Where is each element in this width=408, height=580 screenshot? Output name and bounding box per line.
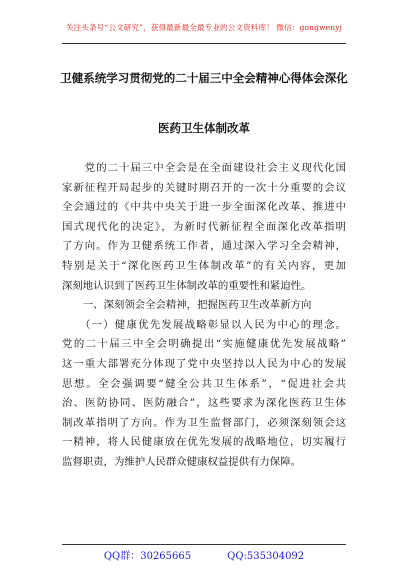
qq-group-text: QQ群：30265665: [103, 551, 192, 562]
document-title-line-1: 卫健系统学习贯彻党的二十届三中全会精神心得体会深化: [60, 71, 348, 85]
header-rule: [62, 43, 346, 44]
body-line: 制改革指明了方向。作为卫生监督部门，必须深刻领会这: [62, 416, 346, 429]
section-heading: 一、深刻领会全会精神，把握医药卫生改革新方向: [62, 299, 312, 312]
body-line: 党的二十届三中全会是在全面建设社会主义现代化国: [62, 162, 346, 174]
body-line: 家新征程开局起步的关键时期召开的一次十分重要的会议: [62, 181, 346, 194]
body-line: 思想。全会强调要“健全公共卫生体系”，“促进社会共: [62, 377, 346, 390]
body-line: 国式现代化的决定》，为新时代新征程全面深化改革指明: [62, 220, 346, 233]
body-line: 一精神，将人民健康放在优先发展的战略地位，切实履行: [62, 436, 346, 449]
promo-banner: 关注头条号“公文研究”，获得最新最全最专业的公文资料库！ 微信：gongwenyj: [65, 23, 343, 32]
subsection-heading: （一）健康优先发展战略彰显以人民为中心的理念。: [62, 318, 346, 331]
body-line: 全会通过的《中共中央关于进一步全面深化改革、推进中: [62, 201, 346, 214]
body-line: 这一重大部署充分体现了党中央坚持以人民为中心的发展: [62, 357, 346, 370]
footer-rule: [62, 544, 346, 545]
body-line: 了方向。作为卫健系统工作者，通过深入学习全会精神，: [62, 240, 346, 253]
document-title-line-2: 医药卫生体制改革: [158, 121, 250, 135]
document-body: [62, 159, 346, 473]
body-line: 治、医防协同、医防融合”，这些要求为深化医药卫生体: [62, 397, 346, 410]
body-line: 特别是关于“深化医药卫生体制改革”的有关内容，更加: [62, 259, 346, 272]
body-line: 监督职责，为维护人民群众健康权益提供有力保障。: [62, 455, 301, 468]
body-line: 深刻地认识到了医药卫生体制改革的重要性和紧迫性。: [62, 279, 312, 292]
body-line: 党的二十届三中全会明确提出“实施健康优先发展战略”: [62, 338, 346, 351]
qq-number-text: QQ:535304092: [227, 551, 305, 562]
contact-footer: [0, 547, 408, 562]
